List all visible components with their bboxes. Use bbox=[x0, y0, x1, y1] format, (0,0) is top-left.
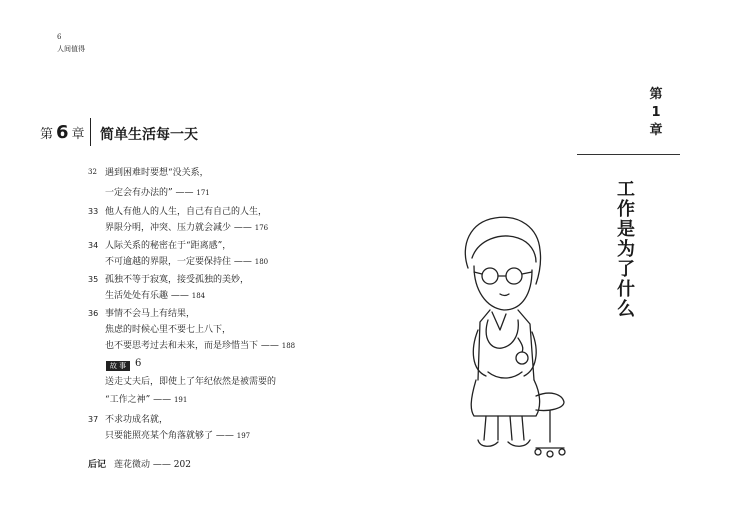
shoe-right bbox=[508, 440, 530, 446]
title-char: 作 bbox=[617, 199, 635, 220]
afterword-label: 后记 bbox=[88, 460, 107, 470]
toc-entry-33[interactable] bbox=[88, 204, 268, 236]
entry-line: 不求功成名就， bbox=[105, 415, 169, 425]
story-line: “工作之神” bbox=[105, 395, 151, 405]
leader-dash: —— bbox=[175, 188, 194, 198]
entry-page: 171 bbox=[196, 189, 210, 197]
entry-line: 人际关系的秘密在于“距离感”， bbox=[105, 241, 232, 251]
story-page: 191 bbox=[173, 396, 188, 404]
title-char: 什 bbox=[617, 279, 635, 300]
leader-dash: —— bbox=[233, 257, 252, 267]
entry-line: 只要能照亮某个角落就够了 bbox=[105, 431, 214, 441]
afterword-text: 莲花微动 bbox=[114, 460, 151, 470]
chapter-label bbox=[40, 119, 85, 145]
entry-page: 184 bbox=[191, 292, 206, 300]
leader-dash: —— bbox=[152, 460, 171, 470]
entry-line: 焦虑的时候心里不要七上八下， bbox=[105, 325, 232, 335]
chapter-divider bbox=[90, 118, 91, 146]
entry-line: 生活处处有乐趣 bbox=[105, 291, 169, 301]
coat-hem bbox=[471, 380, 539, 416]
toc-entry-32[interactable] bbox=[88, 164, 210, 201]
entry-page: 197 bbox=[236, 432, 251, 440]
title-char: 了 bbox=[617, 259, 635, 280]
toc-entry-37[interactable] bbox=[88, 412, 250, 444]
title-char: 工 bbox=[617, 179, 635, 200]
chapter-number: 6 bbox=[56, 121, 69, 143]
stethoscope-head bbox=[516, 352, 528, 364]
story-badge: 故 事 bbox=[106, 361, 130, 371]
toc-entry-34[interactable] bbox=[88, 238, 268, 270]
right-chapter-char: 章 bbox=[649, 123, 663, 138]
entry-line: 一定会有办法的” bbox=[105, 188, 173, 198]
chapter-title: 简单生活每一天 bbox=[100, 127, 198, 143]
hair-outline bbox=[465, 217, 540, 284]
toc-afterword[interactable] bbox=[88, 457, 191, 470]
right-chapter-label bbox=[648, 86, 664, 140]
entry-page: 188 bbox=[281, 342, 296, 350]
right-chapter-char: 1 bbox=[651, 105, 661, 120]
toc-entry-36[interactable] bbox=[88, 306, 295, 354]
toc-entry-35[interactable] bbox=[88, 272, 249, 304]
toc-story-6[interactable] bbox=[105, 374, 276, 408]
entry-line: 遇到困难时要想“没关系， bbox=[105, 168, 209, 178]
entry-number: 35 bbox=[88, 275, 99, 284]
running-head: 人间值得 bbox=[57, 45, 85, 53]
doctor-illustration bbox=[440, 210, 580, 460]
entry-number: 32 bbox=[88, 168, 97, 176]
entry-line: 他人有他人的人生，自己有自己的人生， bbox=[105, 207, 268, 217]
page-number: 6 bbox=[57, 33, 62, 41]
entry-line: 孤独不等于寂寞，接受孤独的美妙， bbox=[105, 275, 250, 285]
shoe-left bbox=[478, 440, 498, 446]
leader-dash: —— bbox=[260, 341, 279, 351]
right-chapter-title bbox=[616, 180, 636, 320]
entry-page: 176 bbox=[254, 224, 269, 232]
glasses-right bbox=[506, 268, 522, 284]
hands bbox=[488, 372, 522, 378]
collar bbox=[492, 312, 506, 330]
hair-inner bbox=[472, 236, 536, 262]
entry-number: 33 bbox=[88, 207, 99, 216]
entry-line: 界限分明，冲突、压力就会减少 bbox=[105, 223, 232, 233]
afterword-page: 202 bbox=[173, 460, 191, 470]
chapter-prefix: 第 bbox=[40, 126, 54, 142]
right-divider bbox=[577, 154, 680, 155]
entry-number: 36 bbox=[88, 309, 99, 318]
entry-line: 事情不会马上有结果， bbox=[105, 309, 196, 319]
title-char: 么 bbox=[617, 299, 635, 320]
title-char: 为 bbox=[617, 239, 635, 260]
entry-number: 37 bbox=[88, 415, 99, 424]
entry-line: 也不要思考过去和未来，而是珍惜当下 bbox=[105, 341, 259, 351]
story-line: 送走丈夫后，即使上了年纪依然是被需要的 bbox=[105, 377, 277, 387]
leader-dash: —— bbox=[233, 223, 252, 233]
entry-line: 不可逾越的界限，一定要保持住 bbox=[105, 257, 232, 267]
leader-dash: —— bbox=[215, 431, 234, 441]
mouth bbox=[500, 294, 509, 296]
glasses-left bbox=[482, 268, 498, 284]
entry-number: 34 bbox=[88, 241, 99, 250]
entry-page: 180 bbox=[254, 258, 269, 266]
title-char: 是 bbox=[617, 219, 635, 240]
leader-dash: —— bbox=[153, 395, 172, 405]
story-number: 6 bbox=[135, 358, 142, 369]
chapter-suffix: 章 bbox=[71, 126, 85, 142]
right-chapter-char: 第 bbox=[649, 87, 663, 102]
leader-dash: —— bbox=[170, 291, 189, 301]
